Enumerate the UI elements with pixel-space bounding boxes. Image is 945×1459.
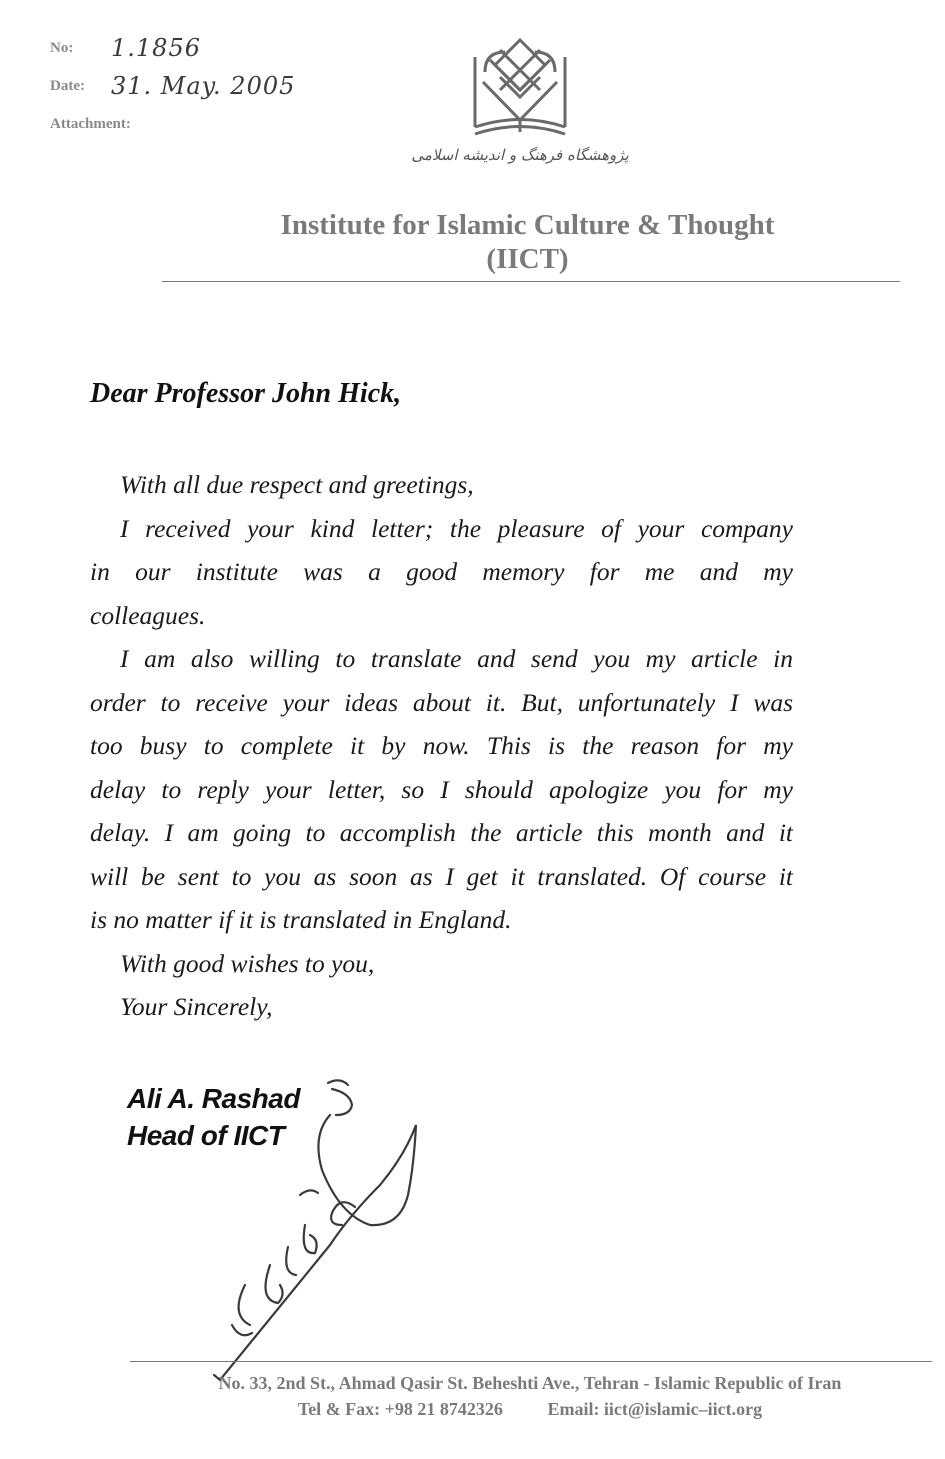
footer-divider bbox=[130, 1361, 932, 1362]
footer-tel-fax: Tel & Fax: +98 21 8742326 bbox=[297, 1399, 503, 1419]
footer-contact bbox=[130, 1396, 930, 1422]
reference-block bbox=[50, 29, 295, 143]
letter-line: Your Sincerely, bbox=[120, 992, 273, 1021]
signatory-title: Head of IICT bbox=[127, 1120, 285, 1151]
letter-body bbox=[90, 463, 793, 1029]
header-divider bbox=[162, 281, 900, 282]
reference-number-row bbox=[50, 29, 295, 67]
letter-line: delay. I am going to accomplish the article this month and it bbox=[90, 818, 793, 847]
attachment-label: Attachment: bbox=[50, 115, 131, 132]
letter-line: With all due respect and greetings, bbox=[120, 470, 474, 499]
letter-line: will be sent to you as soon as I get it translated. Of course it bbox=[90, 861, 793, 891]
signatory-name: Ali A. Rashad bbox=[127, 1083, 300, 1114]
letter-line: is no matter if it is translated in England. bbox=[90, 905, 512, 934]
letter-line: order to receive your ideas about it. But, unfortunately I was bbox=[90, 687, 793, 717]
letter-line: delay to reply your letter, so I should apologize you for my bbox=[90, 774, 793, 804]
date-row bbox=[50, 67, 295, 105]
organization-abbreviation: (IICT) bbox=[486, 243, 569, 275]
salutation: Dear Professor John Hick, bbox=[90, 378, 402, 409]
institute-logo-icon bbox=[411, 32, 629, 172]
footer-address: No. 33, 2nd St., Ahmad Qasir St. Beheshti Ave., Tehran - Islamic Republic of Iran bbox=[218, 1373, 842, 1393]
letter-line: too busy to complete it by now. This is the reason for my bbox=[90, 731, 793, 760]
date-label: Date: bbox=[50, 77, 85, 94]
logo-script-text: پژوهشگاه فرهنگ و اندیشه اسلامی bbox=[411, 146, 629, 164]
handwritten-signature-icon bbox=[200, 1075, 440, 1395]
organization-title bbox=[160, 208, 895, 276]
letter-line: colleagues. bbox=[90, 600, 206, 630]
letter-line: I am also willing to translate and send you my article in bbox=[120, 644, 793, 673]
letter-line: I received your kind letter; the pleasure of your company bbox=[120, 513, 793, 543]
letterhead-footer bbox=[130, 1370, 930, 1422]
letter-line: With good wishes to you, bbox=[120, 948, 375, 978]
organization-name: Institute for Islamic Culture & Thought bbox=[280, 209, 775, 241]
reference-number-label: No: bbox=[50, 39, 74, 56]
attachment-row bbox=[50, 105, 295, 143]
footer-email: Email: iict@islamic–iict.org bbox=[547, 1399, 763, 1419]
date-value: 31. May. 2005 bbox=[111, 72, 296, 100]
reference-number-value: 1.1856 bbox=[111, 34, 201, 62]
letter-line: in our institute was a good memory for me and my bbox=[90, 557, 793, 586]
